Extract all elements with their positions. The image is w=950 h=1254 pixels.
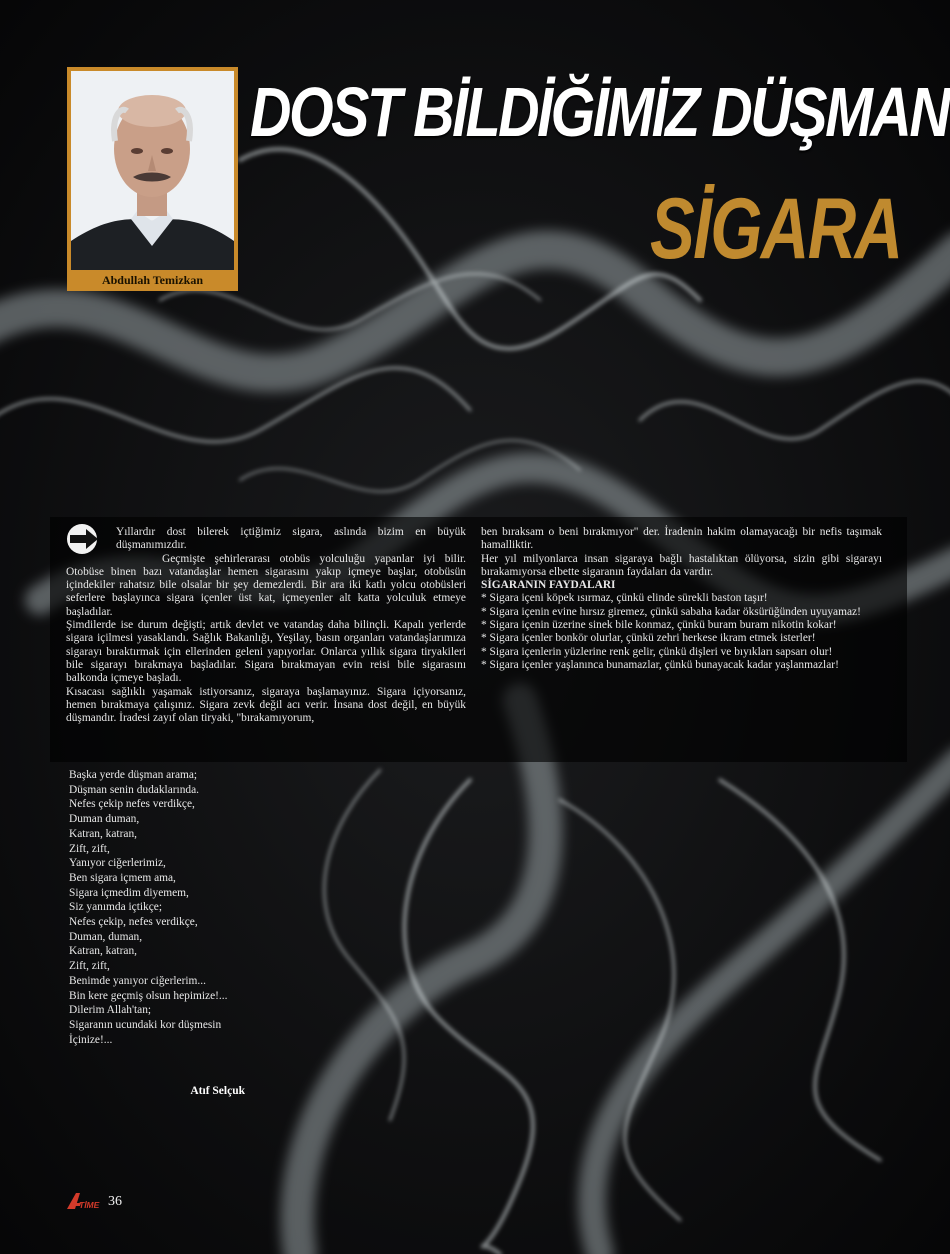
page-number: 36 (108, 1194, 122, 1209)
portrait-image (71, 71, 234, 270)
poem-line: İçinize!... (69, 1033, 113, 1046)
poem-line: Siz yanımda içtikçe; (69, 901, 162, 914)
article-right-column (481, 526, 882, 672)
poem-line: Zift, zift, (69, 960, 110, 973)
article-paragraph: Kısacası sağlıklı yaşamak istiyorsanız, sigaraya başlamayınız. Sigara içiyorsanız, hemen bırakmaya çalışınız. Sigara zevk değil acı verir. İnsana dost değil, en büyük düşmandır. İradesi zayıf olan tiryaki, "bırakamıyorum, (66, 685, 466, 725)
poem-line: Ben sigara içmem ama, (69, 871, 176, 884)
poem-line: Katran, katran, (69, 945, 137, 958)
page-footer (67, 1190, 122, 1210)
benefit-item: * Sigara içenler yaşlanınca bunamazlar, çünkü bunayacak kadar yaşlanmazlar! (481, 658, 839, 671)
title-line-1: DOST BİLDİĞİMİZ DÜŞMAN (250, 73, 949, 151)
title-line-2: SİGARA (650, 181, 902, 277)
benefit-item: * Sigara içenler bonkör olurlar, çünkü zehri herkese ikram etmek isterler! (481, 632, 816, 645)
poem-author: Atıf Selçuk (190, 1085, 245, 1097)
article-text-box (50, 517, 907, 762)
magazine-logo-icon (67, 1192, 107, 1210)
arrow-right-icon (66, 524, 108, 554)
poem-line: Başka yerde düşman arama; (69, 769, 198, 781)
poem-line: Katran, katran, (69, 827, 137, 840)
poem-line: Duman duman, (69, 813, 140, 826)
benefit-item: * Sigara içenin üzerine sinek bile konmaz, çünkü buram buram nikotin kokar! (481, 619, 837, 632)
poem (69, 768, 245, 1047)
article-left-column (66, 526, 466, 725)
benefit-item: * Sigara içenlerin yüzlerine renk gelir, çünkü dişleri ve bıyıkları sapsarı olur! (481, 645, 833, 658)
article-paragraph (66, 526, 466, 553)
poem-line: Yanıyor ciğerlerimiz, (69, 857, 166, 870)
poem-line: Sigaranın ucundaki kor düşmesin (69, 1018, 222, 1031)
article-paragraph: Geçmişte şehirlerarası otobüs yolculuğu yapanlar iyi bilir. Otobüse binen bazı vatandaşlar hemen sigarasını yakıp içmeye başlar, otobüsün içindekiler rahatsız bile olsalar bir şey demezlerdi. Bir ara iki katlı yolcu otobüsleri seferlere başlayınca sigara içenler üst kat, içmeyenler alt katta yolculuk etmeye başladılar. (66, 552, 466, 618)
poem-line: Benimde yanıyor ciğerlerim... (69, 974, 206, 987)
poem-line: Dilerim Allah'tan; (69, 1004, 152, 1017)
poem-line: Bin kere geçmiş olsun hepimize!... (69, 989, 228, 1002)
article-paragraph: ben bıraksam o beni bırakmıyor" der. İradenin hakim olamayacağı bir nefis taşımak hamalliktir. (481, 526, 882, 552)
logo-text: TİME (79, 1200, 100, 1210)
author-photo (71, 71, 234, 270)
article-paragraph: Şimdilerde ise durum değişti; artık devlet ve vatandaş daha bilinçli. Kapalı yerlerde sigara içilmesi yasaklandı. Sağlık Bakanlığı, Yeşilay, basın organları vatandaşlarımıza sigarayı bıraktırmak için ellerinden geleni yapıyorlar. Onlarca yıllık sigara tiryakileri bile sigarayı bırakmaya başladılar. Sigara bırakmayan evin reisi bile sigarasını balkonda içmeye başladı. (66, 619, 466, 685)
poem-line: Zift, zift, (69, 842, 110, 855)
poem-line: Nefes çekip nefes verdikçe, (69, 798, 195, 811)
poem-line: Düşman senin dudaklarında. (69, 783, 200, 796)
poem-line: Duman, duman, (69, 930, 143, 943)
author-name-caption: Abdullah Temizkan (101, 273, 204, 287)
benefit-item: * Sigara içenin evine hırsız giremez, çünkü sabaha kadar öksürüğünden uyuyamaz! (481, 605, 861, 618)
benefits-heading: SİGARANIN FAYDALARI (481, 579, 616, 592)
benefit-item: * Sigara içeni köpek ısırmaz, çünkü elinde sürekli baston taşır! (481, 592, 768, 605)
author-photo-frame (67, 67, 238, 291)
poem-line: Nefes çekip, nefes verdikçe, (69, 916, 198, 929)
article-intro: Yıllardır dost bilerek içtiğimiz sigara, aslında bizim en büyük düşmanımızdır. (116, 526, 466, 552)
poem-line: Sigara içmedim diyemem, (69, 886, 189, 899)
article-paragraph: Her yıl milyonlarca insan sigaraya bağlı hastalıktan ölüyorsa, sizin gibi sigarayı bırakamıyorsa elbette sigaranın faydaları da vardır. (481, 552, 882, 578)
